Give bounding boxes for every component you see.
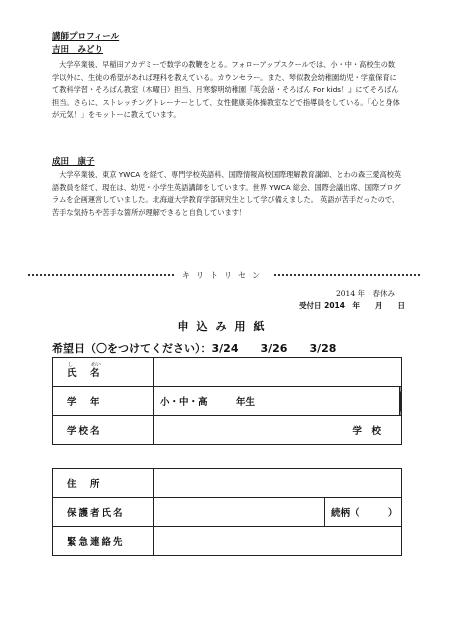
teacher2-bio (52, 169, 402, 219)
name-field[interactable] (154, 358, 402, 387)
grade-row (53, 387, 402, 416)
cut-line-dots-left (28, 274, 174, 276)
cut-line (28, 269, 420, 281)
cut-line-dots-right (274, 274, 420, 276)
teacher1-name: 吉田 みどり (52, 45, 104, 55)
form-title: 申込み用紙 (177, 320, 273, 333)
cut-line-label: キリトリセン (182, 270, 266, 280)
season-label: 2014 年 春休み (336, 289, 395, 298)
guardian-info-table (52, 468, 402, 556)
emergency-label: 緊急連絡先 (53, 527, 154, 556)
teacher1-bio (52, 59, 402, 122)
ruby-shi: し (68, 362, 74, 368)
school-field[interactable] (154, 416, 402, 445)
grade-label: 学 年 (53, 387, 154, 416)
grade-blank-cell (400, 387, 402, 416)
address-label: 住 所 (53, 469, 154, 498)
guardian-label: 保護者氏名 (53, 498, 154, 527)
emergency-field[interactable] (154, 527, 402, 556)
school-suffix: 学 校 (352, 426, 381, 437)
address-row (53, 469, 402, 498)
address-field[interactable] (154, 469, 402, 498)
name-label-text: 氏 名 (67, 368, 102, 379)
relation-field[interactable]: 続柄（ ） (325, 498, 402, 527)
school-row (53, 416, 402, 445)
desired-dates[interactable]: 希望日（〇をつけてください）：3/24 3/26 3/28 (52, 342, 337, 355)
teacher-profile-header: 講師プロフィール (52, 32, 120, 42)
grade-field[interactable]: 小・中・高 年生 (154, 387, 400, 416)
received-date: 受付日 2014 年 月 日 (299, 301, 405, 310)
ruby-mei: めい (91, 362, 102, 368)
guardian-row (53, 498, 402, 527)
name-label-cell (53, 358, 154, 387)
school-label: 学校名 (53, 416, 154, 445)
emergency-row (53, 527, 402, 556)
student-info-table (52, 357, 402, 445)
guardian-field[interactable] (154, 498, 325, 527)
name-label (67, 362, 102, 379)
teacher2-name: 成田 康子 (52, 157, 95, 167)
teacher2-bio-text: 大学卒業後、東京 YWCA を経て、専門学校英語科、国際情報高校国際理解教育講師、とわの森三愛高校英語教員を経て、現在は、幼児・小学生英語講師をしています。世界 YWCA 総会、国際会議出席、国際プログラムを企画運営していました。北海道大学教育学部研究生として学び備えました。 英語が苦手だったので、苦手な気持ちや苦手な箇所が理解できると自負しています！ (52, 170, 402, 217)
teacher1-bio-text: 大学卒業後、早稲田アカデミーで数学の教鞭をとる。フォローアップスクールでは、小・中・高校生の数学以外に、生徒の希望があれば理科を教えている。カウンセラー。また、琴似教会幼稚園幼児・学童保育にて教科学習・そろばん教室（木曜日）担当、月寒黎明幼稚園『英会話・そろばん For kids！』にてそろばん担当。さらに、ストレッチングトレーナーとして、女性健康美体操教室などで指導員をしている。「心と身体が元気！」をモットーに教えています。 (52, 60, 400, 119)
name-row (53, 358, 402, 387)
